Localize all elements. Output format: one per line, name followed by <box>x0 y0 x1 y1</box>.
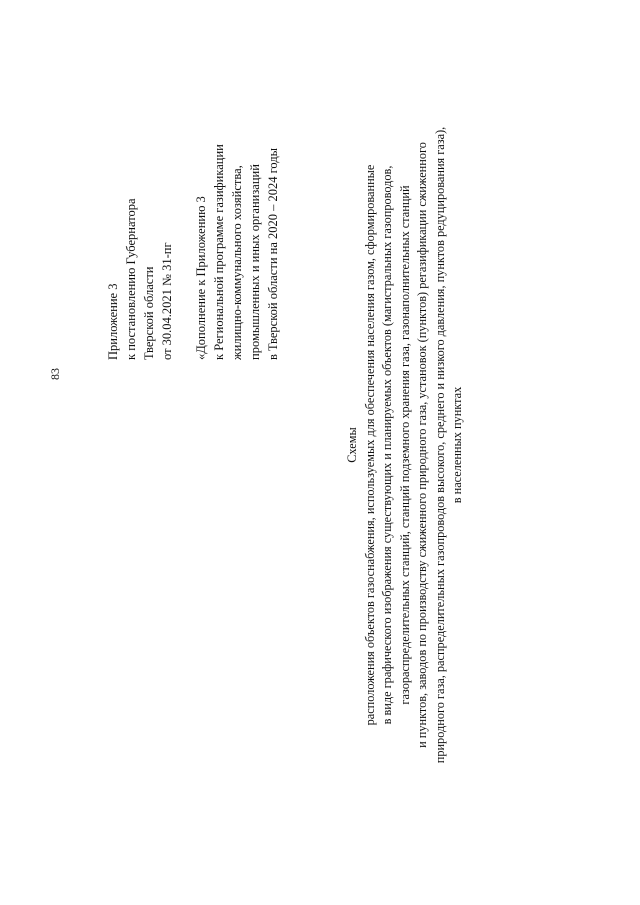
appendix-line: Приложение 3 <box>106 283 120 360</box>
page-number: 83 <box>48 368 62 380</box>
addendum-line: промышленных и иных организаций <box>248 164 262 360</box>
appendix-line: от 30.04.2021 № 31-пг <box>160 242 174 360</box>
appendix-line: Тверской области <box>142 266 156 360</box>
document-title <box>344 5 467 885</box>
appendix-line: к постановлению Губернатора <box>124 198 138 360</box>
addendum-line: «Дополнение к Приложению 3 <box>194 196 208 360</box>
addendum-line: к Региональной программе газификации <box>212 144 226 360</box>
title-line: и пунктов, заводов по производству сжиженного природного газа, установок (пунктов) регазификации сжиженного <box>415 142 429 748</box>
addendum-header <box>192 30 282 360</box>
title-line: в населенных пунктах <box>450 386 464 504</box>
addendum-line: в Тверской области на 2020 – 2024 годы <box>266 147 280 360</box>
title-line: газораспределительных станций, станций подземного хранения газа, газонаполнительных станций <box>397 185 412 705</box>
title-line: в виде графического изображения существующих и планируемых объектов (магистральных газопроводов, <box>380 165 394 725</box>
addendum-line: жилищно-коммунального хозяйства, <box>230 165 244 360</box>
appendix-header <box>104 40 176 360</box>
title-line: расположения объектов газоснабжения, используемых для обеспечения населения газом, сформированные <box>362 164 377 726</box>
title-heading: Схемы <box>345 427 359 463</box>
title-line: природного газа, распределительных газопроводов высокого, среднего и низкого давления, пунктов редуцирования газа), <box>432 126 447 764</box>
